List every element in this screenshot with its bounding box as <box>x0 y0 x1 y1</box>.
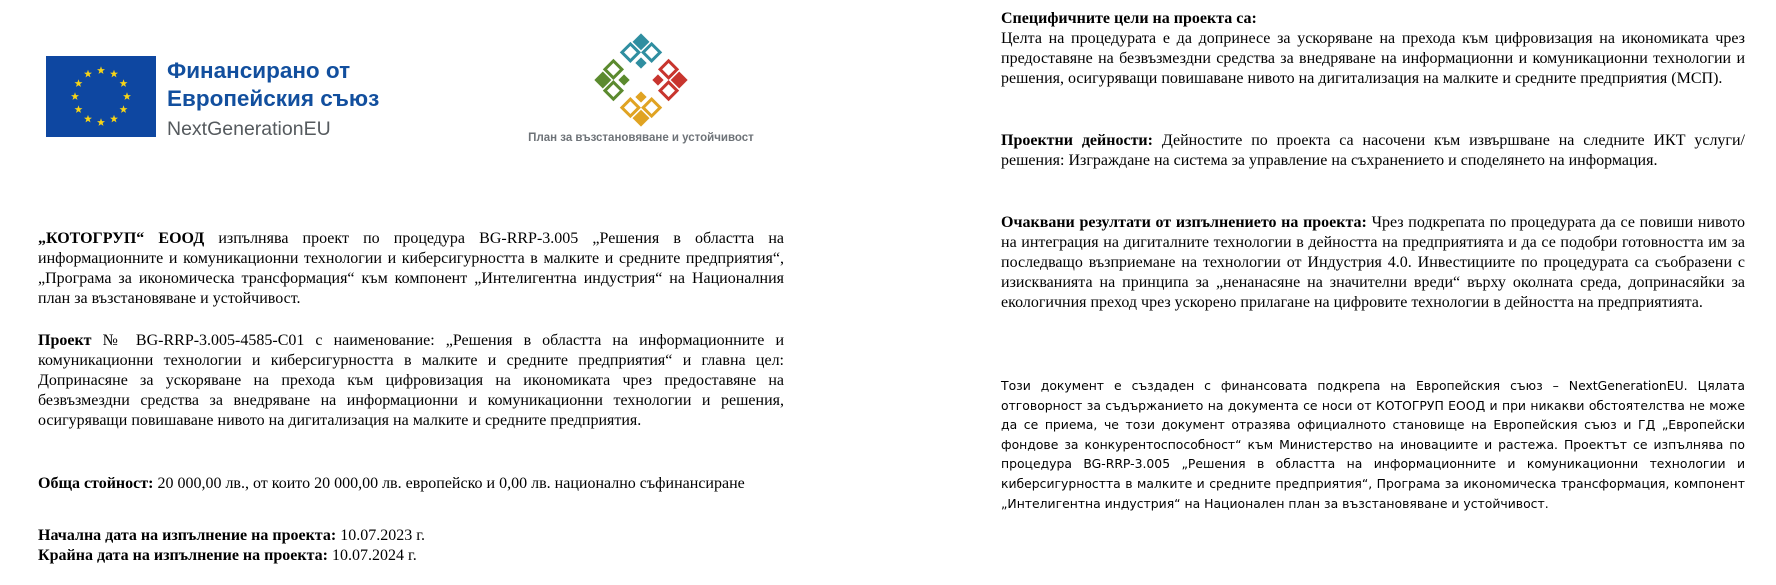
project-text: № BG-RRP-3.005-4585-C01 с наименование: „Решения в областта на информационните и комуникационни технологии и киберсигурността в малките и средните предприятия“ и главна цел: Допринасяне за ускоряване на прехода към цифровизация на икономиката чрез предоставяне на безвъзмездни средства за внедряване на информационни и комуникационни технологии и решения, осигуряващи повишаване нивото на дигитализация на малките и средните предприятия. <box>38 332 785 429</box>
recovery-plan-logo <box>508 30 774 144</box>
expected-results-paragraph <box>1001 213 1745 313</box>
project-dates <box>38 526 784 566</box>
recovery-plan-caption: План за възстановяване и устойчивост <box>528 132 754 144</box>
recovery-plan-emblem-icon <box>589 30 693 130</box>
end-date-value: 10.07.2024 г. <box>331 547 417 564</box>
expected-results-text: Чрез подкрепата по процедурата да се повиши нивото на интеграция на дигиталните технологии в дейността на предприятията и да се подобри готовността им за последващо възприемане на технологии от Индустрия 4.0. Инвестициите по процедурата са съобразени с изискванията на принципа за „ненанасяне на значителни вреди“ върху околната среда, допринасяйки за екологичния преход чрез ускорено прилагане на цифровите технологии в дейността на предприятията. <box>1001 214 1746 311</box>
total-value-text: 20 000,00 лв., от които 20 000,00 лв. европейско и 0,00 лв. национално съфинансиране <box>157 475 745 492</box>
eu-funded-line1: Финансирано от <box>167 58 351 83</box>
specific-goals-section <box>1001 9 1745 89</box>
end-date-label: Крайна дата на изпълнение на проекта: <box>38 547 328 564</box>
total-value-label: Обща стойност: <box>38 475 154 492</box>
expected-results-label: Очаквани резултати от изпълнението на проекта: <box>1001 214 1367 231</box>
eu-funding-text <box>167 57 379 143</box>
project-activities-text: Дейностите по проекта са насочени към извършване на следните ИКТ услуги/решения: Изграждане на система за управление на съхранението и споделянето на информация. <box>1001 132 1746 169</box>
eu-funding-logo <box>46 56 379 143</box>
project-activities-paragraph <box>1001 131 1745 171</box>
eu-next-generation: NextGenerationEU <box>167 118 331 140</box>
start-date-row <box>38 526 784 546</box>
eu-funded-line2: Европейския съюз <box>167 86 380 111</box>
eu-disclaimer: Този документ е създаден с финансовата подкрепа на Европейския съюз – NextGenerationEU. Цялата отговорност за съдържанието на документа се носи от КОТОГРУП ЕООД и при никакви обстоятелства не може да се приема, че този документ отразява официалното становище на Европейския съюз и ГД „Европейски фондове за конкурентоспособност“ към Министерство на иновациите и растежа. Проектът се изпълнява по процедура BG-RRP-3.005 „Решения в областта на информационните и комуникационни технологии и киберсигурността в малките и средните предприятия“, Програма за икономическа трансформация, компонент „Интелигентна индустрия“ на Национален план за възстановяване и устойчивост. <box>1001 378 1745 511</box>
total-value-paragraph <box>38 474 784 494</box>
project-label: Проект <box>38 332 92 349</box>
specific-goals-heading: Специфичните цели на проекта са: <box>1001 10 1257 27</box>
intro-text: изпълнява проект по процедура BG-RRP-3.005 „Решения в областта на информационните и комуникационни технологии и киберсигурността в малките и средните предприятия“, „Програма за икономическа трансформация“ към компонент „Интелигентна индустрия“ на Националния план за възстановяване и устойчивост. <box>38 230 785 307</box>
company-name: „КОТОГРУП“ ЕООД <box>38 230 205 247</box>
specific-goals-text: Целта на процедурата е да допринесе за ускоряване на прехода към цифровизация на икономиката чрез предоставяне на безвъзмездни средства за внедряване на информационни и комуникационни технологии и решения, осигуряващи повишаване нивото на дигитализация на малките и средните предприятия (МСП). <box>1001 30 1745 87</box>
eu-flag-icon <box>46 56 156 137</box>
start-date-value: 10.07.2023 г. <box>340 527 425 544</box>
project-paragraph <box>38 331 784 431</box>
end-date-row <box>38 546 784 566</box>
intro-paragraph <box>38 229 784 309</box>
project-activities-label: Проектни дейности: <box>1001 132 1153 149</box>
start-date-label: Начална дата на изпълнение на проекта: <box>38 527 337 544</box>
